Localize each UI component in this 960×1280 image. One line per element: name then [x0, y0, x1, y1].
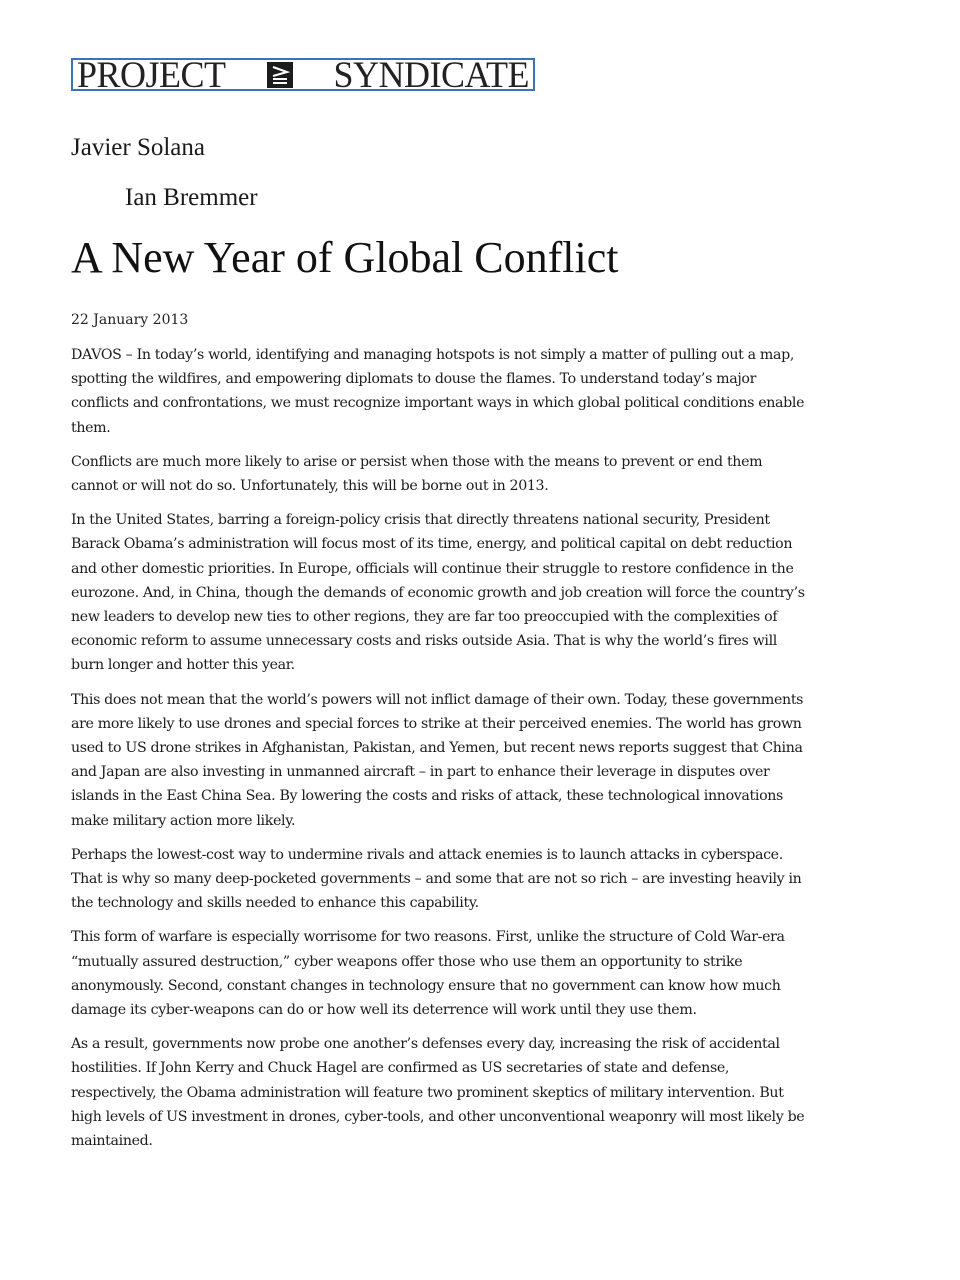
paragraph: This form of warfare is especially worrisome for two reasons. First, unlike the structure of Cold War-era “mutually assured destruction,” cyber weapons offer those who use them an opportunity to strike anonymously. Second, constant changes in technology ensure that no government can know how much damage its cyber-weapons can do or how well its deterrence will work until they use them. [71, 929, 785, 1019]
paragraph: This does not mean that the world’s powers will not inflict damage of their own. Today, these governments are more likely to use drones and special forces to strike at their perceived enemies. The world has grown used to US drone strikes in Afghanistan, Pakistan, and Yemen, but recent news reports suggest that China and Japan are also investing in unmanned aircraft – in part to enhance their leverage in disputes over islands in the East China Sea. By lowering the costs and risks of attack, these technological innovations make military action more likely. [71, 691, 804, 829]
paragraph: As a result, governments now probe one another’s defenses every day, increasing the risk of accidental hostilities. If John Kerry and Chuck Hagel are confirmed as US secretaries of state and defense, respectively, the Obama administration will feature two prominent skeptics of military intervention. But high levels of US investment in drones, cyber-tools, and other unconventional weaponry will most likely be maintained. [71, 1036, 805, 1150]
paragraph: Conflicts are much more likely to arise or persist when those with the means to prevent or end them cannot or will not do so. Unfortunately, this will be borne out in 2013. [71, 453, 763, 495]
paragraph: Perhaps the lowest-cost way to undermine rivals and attack enemies is to launch attacks in cyberspace. That is why so many deep-pocketed governments – and some that are not so rich – are investing heavily in the technology and skills needed to enhance this capability. [71, 846, 802, 912]
author-name[interactable]: Javier Solana [71, 134, 205, 161]
logo-text-project: PROJECT [77, 54, 226, 95]
paragraph: DAVOS – In today’s world, identifying and managing hotspots is not simply a matter of pulling out a map, spotting the wildfires, and empowering diplomats to douse the flames. To understand today’s major conflicts and confrontations, we must recognize important ways in which global political conditions enable them. [71, 347, 805, 436]
paragraph: In the United States, barring a foreign-policy crisis that directly threatens national security, President Barack Obama’s administration will focus most of its time, energy, and political capital on debt reduction and other domestic priorities. In Europe, officials will continue their struggle to restore confidence in the eurozone. And, in China, though the demands of economic growth and job creation will force the country’s new leaders to develop new ties to other regions, they are far too preoccupied with the complexities of economic reform to assume unnecessary costs and risks outside Asia. That is why the world’s fires will burn longer and hotter this year. [71, 512, 805, 674]
article-date: 22 January 2013 [71, 312, 189, 328]
article-body [71, 343, 806, 1163]
author-name[interactable]: Ian Bremmer [125, 184, 258, 211]
logo-text-syndicate: SYNDICATE [333, 54, 529, 95]
project-syndicate-logo[interactable] [71, 54, 535, 95]
syndicate-emblem-icon [267, 62, 293, 88]
article-title: A New Year of Global Conflict [71, 233, 619, 282]
